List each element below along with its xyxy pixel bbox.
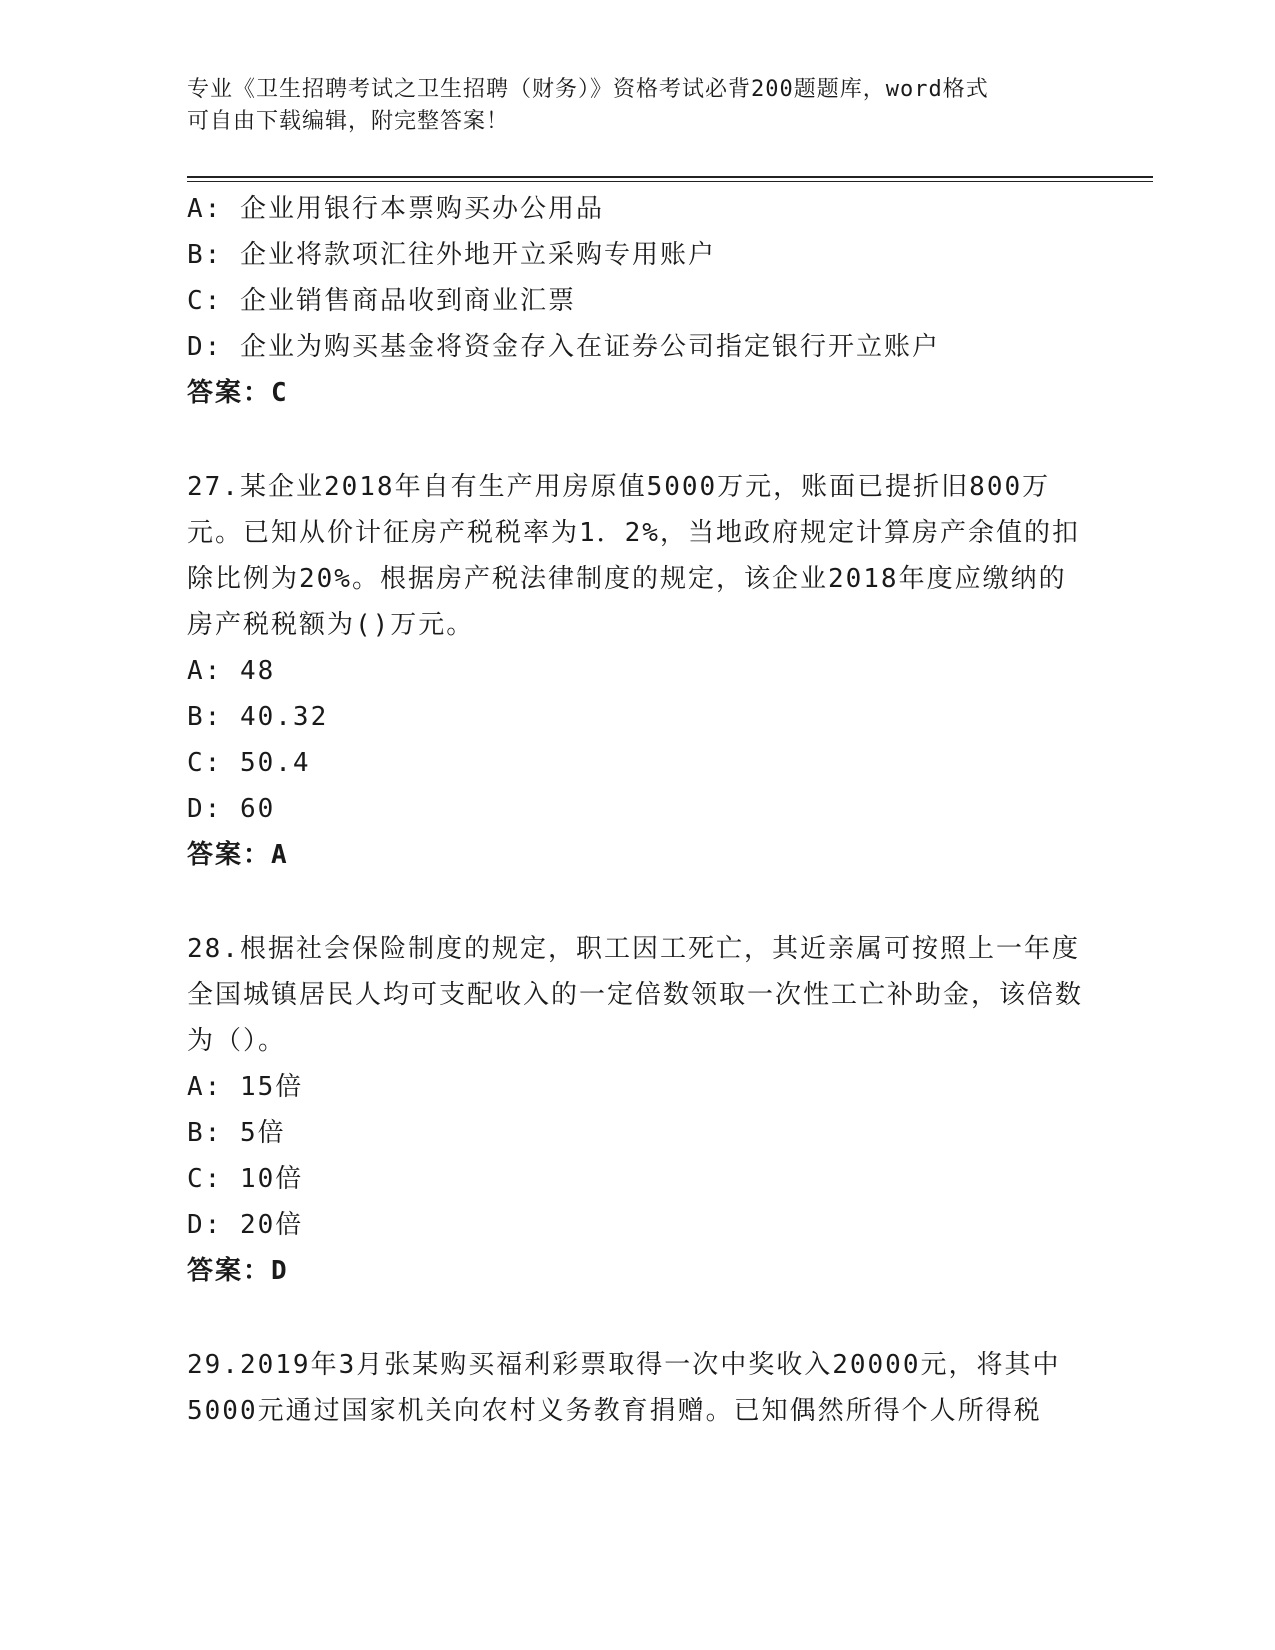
header-divider (187, 176, 1153, 182)
option-c: C: 企业销售商品收到商业汇票 (187, 286, 576, 316)
option-a: A: 48 (187, 656, 276, 686)
document-header (187, 74, 1067, 138)
option-c: C: 50.4 (187, 748, 311, 778)
option-a: A: 企业用银行本票购买办公用品 (187, 194, 604, 224)
option-d: D: 20倍 (187, 1210, 304, 1240)
question-text: 29.2019年3月张某购买福利彩票取得一次中奖收入20000元，将其中5000元通过国家机关向农村义务教育捐赠。已知偶然所得个人所得税 (187, 1350, 1061, 1426)
option-a: A: 15倍 (187, 1072, 304, 1102)
question-26 (187, 186, 1087, 416)
header-line-1: 专业《卫生招聘考试之卫生招聘（财务）》资格考试必背200题题库，word格式 (187, 77, 989, 102)
option-d: D: 企业为购买基金将资金存入在证券公司指定银行开立账户 (187, 332, 940, 362)
option-b: B: 5倍 (187, 1118, 286, 1148)
answer: 答案：D (187, 1256, 289, 1286)
question-29 (187, 1342, 1087, 1434)
answer: 答案：A (187, 840, 289, 870)
option-c: C: 10倍 (187, 1164, 304, 1194)
question-text: 28.根据社会保险制度的规定，职工因工死亡，其近亲属可按照上一年度全国城镇居民人均可支配收入的一定倍数领取一次性工亡补助金，该倍数为（）。 (187, 934, 1084, 1056)
question-28 (187, 926, 1087, 1294)
answer: 答案：C (187, 378, 289, 408)
header-line-2: 可自由下载编辑，附完整答案！ (187, 109, 510, 134)
document-body (187, 186, 1087, 1434)
question-text: 27.某企业2018年自有生产用房原值5000万元，账面已提折旧800万元。已知从价计征房产税税率为1．2%，当地政府规定计算房产余值的扣除比例为20%。根据房产税法律制度的规定，该企业2018年度应缴纳的房产税税额为()万元。 (187, 472, 1080, 640)
option-b: B: 企业将款项汇往外地开立采购专用账户 (187, 240, 716, 270)
option-b: B: 40.32 (187, 702, 329, 732)
question-27 (187, 464, 1087, 878)
option-d: D: 60 (187, 794, 276, 824)
